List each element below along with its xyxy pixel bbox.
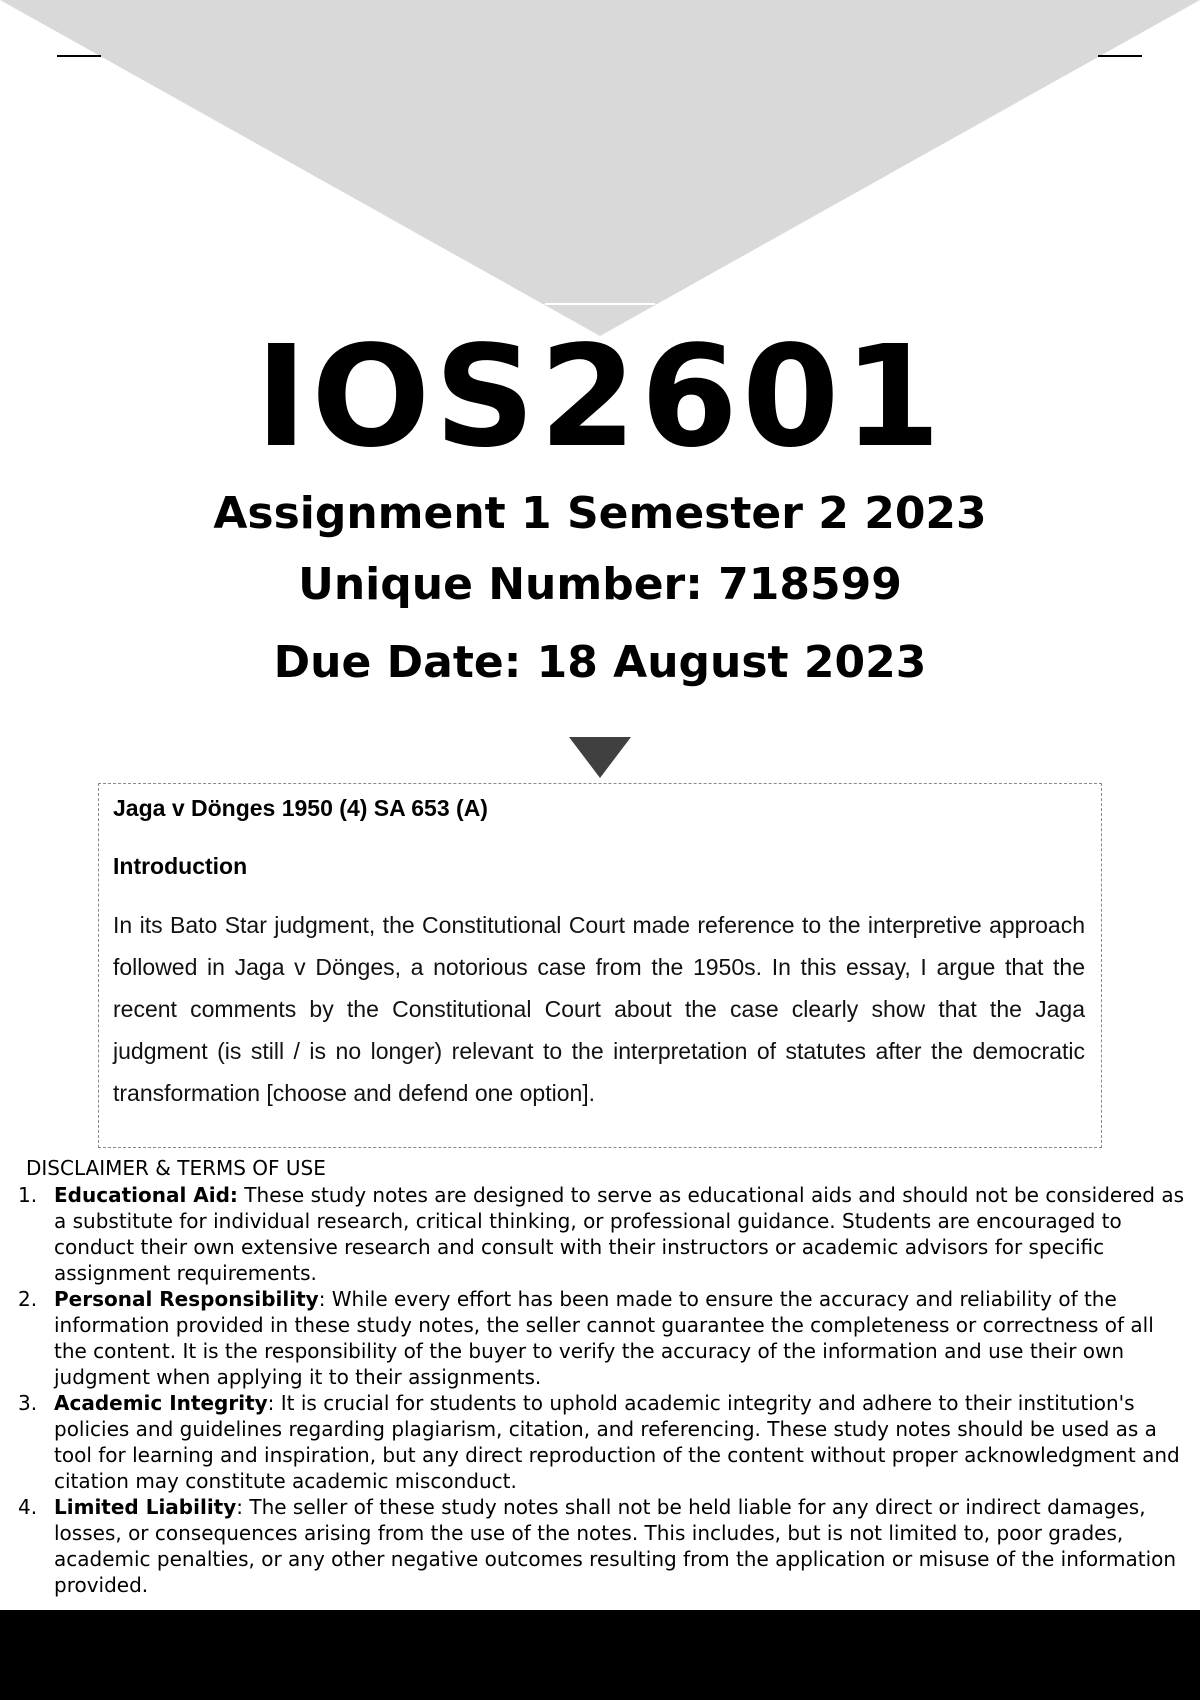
unique-number: Unique Number: 718599 — [298, 559, 902, 610]
chevron-shape — [0, 0, 1200, 336]
terms-list — [0, 1182, 1200, 1598]
term-item-academic-integrity — [0, 1390, 1200, 1494]
assignment-subtitle: Assignment 1 Semester 2 2023 — [213, 488, 987, 539]
down-arrow-shape — [569, 737, 631, 778]
term-item-limited-liability — [0, 1494, 1200, 1598]
corner-rule-right — [1098, 55, 1142, 57]
corner-rule-left — [57, 55, 101, 57]
term-text: : While every effort has been made to ensure the accuracy and reliability of the information provided in these study notes, the seller cannot guarantee the completeness or correctness of all the content. It is the responsibility of the buyer to verify the accuracy of the information and use their own judgment when applying it to their assignments. — [54, 1287, 1154, 1389]
term-item-personal-responsibility — [0, 1286, 1200, 1390]
footer-black-bar — [0, 1610, 1200, 1700]
term-heading: Personal Responsibility — [54, 1287, 319, 1311]
gray-chevron-banner — [0, 0, 1200, 340]
course-code-title: IOS2601 — [255, 316, 945, 479]
question-box — [98, 783, 1102, 1148]
due-date: Due Date: 18 August 2023 — [273, 637, 927, 688]
term-number: 3. — [18, 1391, 38, 1415]
term-text: : The seller of these study notes shall not be held liable for any direct or indirect damages, losses, or consequences arising from the use of the notes. This includes, but is not limited to, poor grades, academic penalties, or any other negative outcomes resulting from the application or misuse of the information provided. — [54, 1495, 1177, 1597]
term-number: 1. — [18, 1183, 38, 1207]
case-title: Jaga v Dönges 1950 (4) SA 653 (A) — [113, 795, 488, 821]
term-item-educational-aid — [0, 1182, 1200, 1286]
disclaimer-title: DISCLAIMER & TERMS OF USE — [26, 1156, 326, 1180]
term-heading: Limited Liability — [54, 1495, 237, 1519]
introduction-heading: Introduction — [113, 853, 248, 879]
term-heading: Academic Integrity — [54, 1391, 268, 1415]
term-number: 2. — [18, 1287, 38, 1311]
term-number: 4. — [18, 1495, 38, 1519]
question-text: In its Bato Star judgment, the Constitutional Court made reference to the interpretive approach followed in Jaga v Dönges, a notorious case from the 1950s. In this essay, I argue that the recent comments by the Constitutional Court about the case clearly show that the Jaga judgment (is still / is no longer) relevant to the interpretation of statutes after the democratic transformation [choose and defend one option]. — [113, 912, 1085, 1106]
term-text: These study notes are designed to serve as educational aids and should not be considered as a substitute for individual research, critical thinking, or professional guidance. Students are encouraged to conduct their own extensive research and consult with their instructors or academic advisors for specific assignment requirements. — [54, 1183, 1185, 1285]
term-text: : It is crucial for students to uphold academic integrity and adhere to their institution's policies and guidelines regarding plagiarism, citation, and referencing. These study notes should be used as a tool for learning and inspiration, but any direct reproduction of the content without proper acknowledgment and citation may constitute academic misconduct. — [54, 1391, 1180, 1493]
term-heading: Educational Aid: — [54, 1183, 238, 1207]
